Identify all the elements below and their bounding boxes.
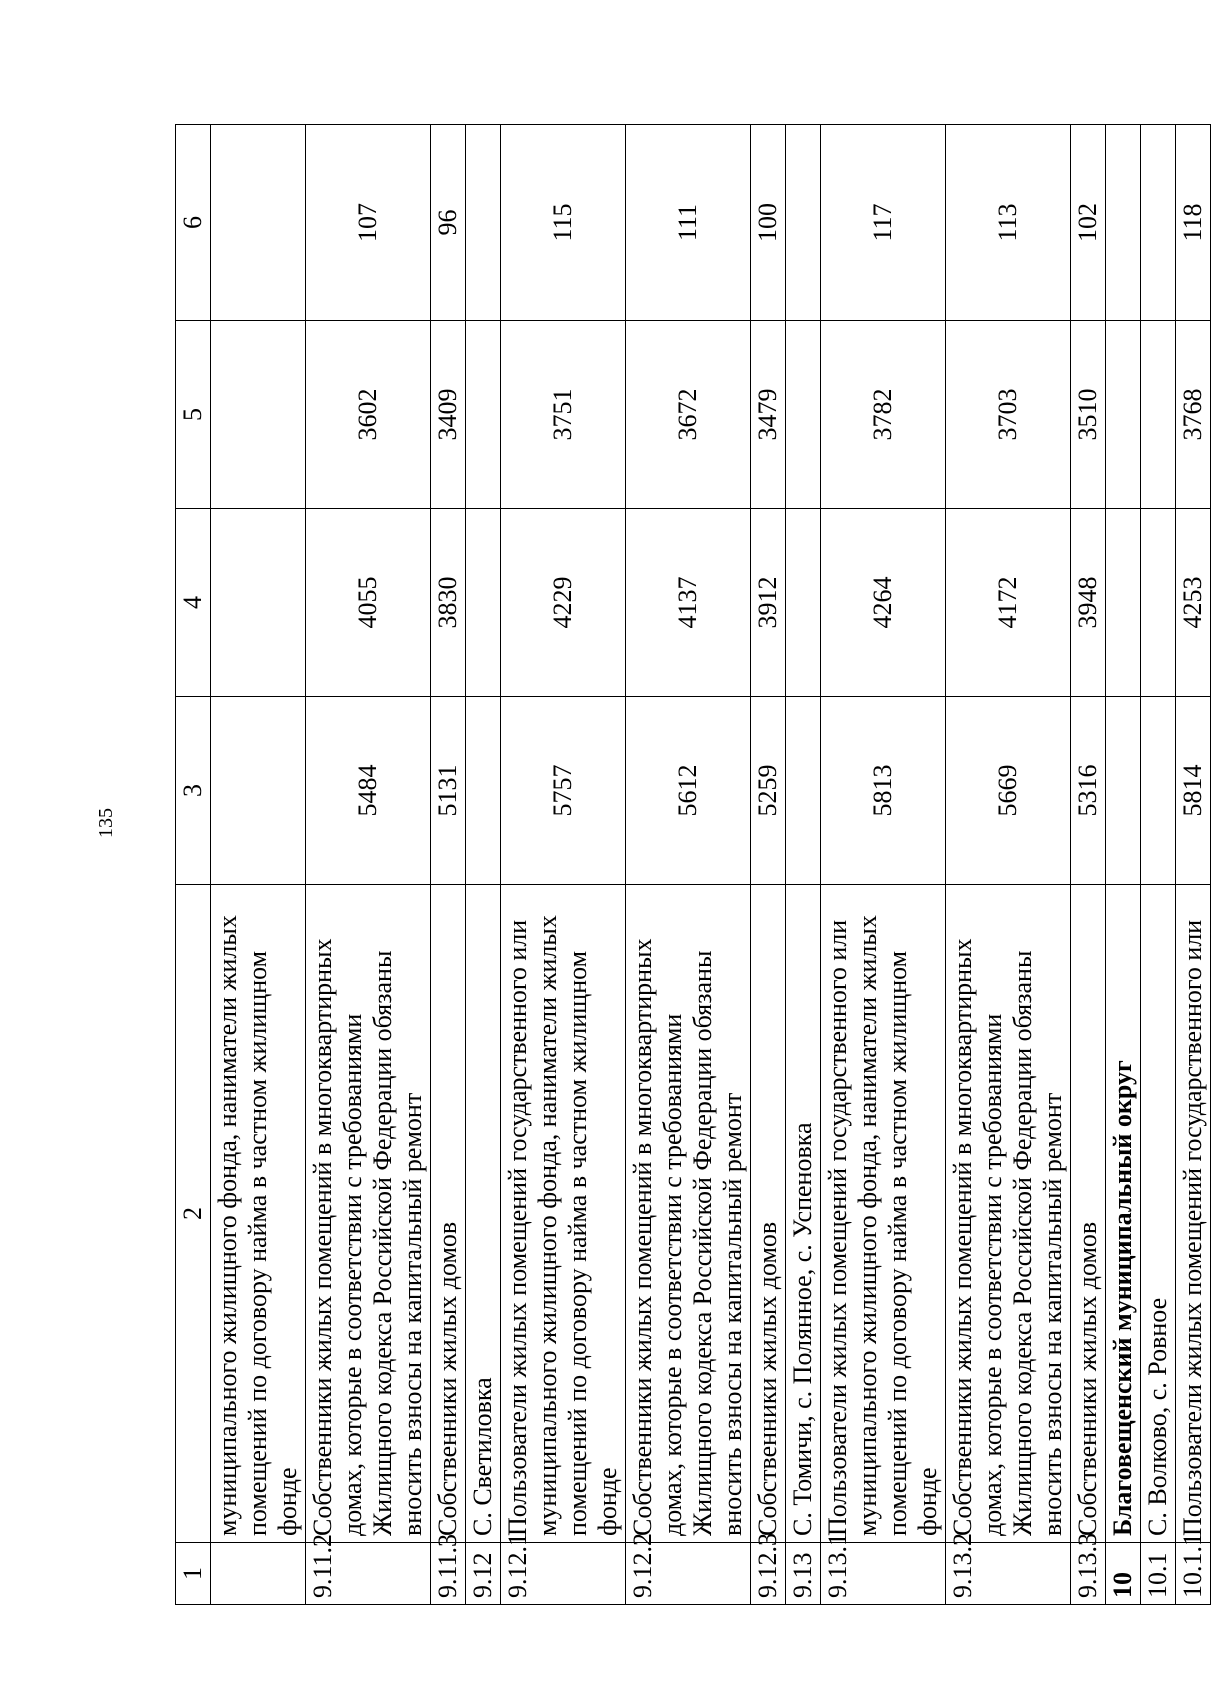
row-value-col6 xyxy=(786,125,821,321)
row-value-col6: 107 xyxy=(306,125,431,321)
row-description-cell: С. Светиловка xyxy=(466,885,501,1543)
row-value-col5: 3751 xyxy=(501,321,626,509)
row-value-col3 xyxy=(466,697,501,885)
row-description-cell: Собственники жилых помещений в многоквартирных домах, которые в соответствии с требованиями Жилищного кодекса Российской Федерации обязаны вносить взносы на капитальный ремонт xyxy=(306,885,431,1543)
row-value-col3: 5814 xyxy=(1176,697,1211,885)
header-cell-4: 4 xyxy=(176,509,211,697)
row-code-cell: 9.12 xyxy=(466,1543,501,1605)
table-row xyxy=(1176,125,1211,1605)
row-value-col3 xyxy=(211,697,306,885)
row-value-col3: 5259 xyxy=(751,697,786,885)
row-value-col4: 4137 xyxy=(626,509,751,697)
row-value-col4: 4264 xyxy=(821,509,946,697)
row-value-col5: 3602 xyxy=(306,321,431,509)
table-row xyxy=(1071,125,1106,1605)
row-value-col6: 118 xyxy=(1176,125,1211,321)
table-row xyxy=(751,125,786,1605)
header-cell-5: 5 xyxy=(176,321,211,509)
row-description-cell: Собственники жилых домов xyxy=(751,885,786,1543)
row-value-col4 xyxy=(786,509,821,697)
table-row xyxy=(626,125,751,1605)
row-value-col6: 102 xyxy=(1071,125,1106,321)
row-value-col5 xyxy=(1106,321,1141,509)
table-row xyxy=(431,125,466,1605)
row-code-cell: 10.1.1 xyxy=(1176,1543,1211,1605)
row-value-col4: 3830 xyxy=(431,509,466,697)
table-row xyxy=(821,125,946,1605)
header-row xyxy=(176,125,211,1605)
row-value-col6: 113 xyxy=(946,125,1071,321)
row-value-col6 xyxy=(1106,125,1141,321)
row-value-col4 xyxy=(466,509,501,697)
row-value-col3: 5612 xyxy=(626,697,751,885)
row-value-col6: 100 xyxy=(751,125,786,321)
row-description-cell: Пользователи жилых помещений государственного или муниципального жилищного фонда, наниматели жилых помещений по договору найма в частном жилищном фонде xyxy=(821,885,946,1543)
row-value-col3 xyxy=(786,697,821,885)
row-value-col4: 3948 xyxy=(1071,509,1106,697)
page-number: 135 xyxy=(95,808,117,838)
row-value-col5 xyxy=(1141,321,1176,509)
table-row xyxy=(946,125,1071,1605)
row-value-col4: 4172 xyxy=(946,509,1071,697)
header-cell-2: 2 xyxy=(176,885,211,1543)
row-code-cell: 9.11.2 xyxy=(306,1543,431,1605)
row-value-col5 xyxy=(211,321,306,509)
row-value-col4: 4253 xyxy=(1176,509,1211,697)
row-value-col5: 3510 xyxy=(1071,321,1106,509)
row-value-col3: 5316 xyxy=(1071,697,1106,885)
row-value-col3 xyxy=(1141,697,1176,885)
row-code-cell: 9.12.2 xyxy=(626,1543,751,1605)
row-value-col5 xyxy=(786,321,821,509)
row-description-cell: Пользователи жилых помещений государственного или муниципального жилищного фонда, наниматели жилых помещений по договору найма в частном жилищном фонде xyxy=(501,885,626,1543)
row-code-cell: 9.13 xyxy=(786,1543,821,1605)
row-value-col6 xyxy=(211,125,306,321)
row-description-cell: Собственники жилых домов xyxy=(431,885,466,1543)
row-value-col3: 5669 xyxy=(946,697,1071,885)
table-row xyxy=(1106,125,1141,1605)
row-value-col3 xyxy=(1106,697,1141,885)
row-value-col6: 96 xyxy=(431,125,466,321)
row-value-col5 xyxy=(466,321,501,509)
rotated-table-container xyxy=(175,125,1207,1605)
row-value-col4: 4229 xyxy=(501,509,626,697)
header-cell-3: 3 xyxy=(176,697,211,885)
row-value-col4 xyxy=(211,509,306,697)
header-cell-6: 6 xyxy=(176,125,211,321)
table-row xyxy=(786,125,821,1605)
row-value-col4: 4055 xyxy=(306,509,431,697)
row-code-cell: 9.12.1 xyxy=(501,1543,626,1605)
row-value-col5: 3479 xyxy=(751,321,786,509)
row-code-cell: 10.1 xyxy=(1141,1543,1176,1605)
row-description-cell: Пользователи жилых помещений государственного или xyxy=(1176,885,1211,1543)
row-code-cell: 9.12.3 xyxy=(751,1543,786,1605)
row-value-col4 xyxy=(1106,509,1141,697)
row-value-col5: 3409 xyxy=(431,321,466,509)
row-value-col5: 3703 xyxy=(946,321,1071,509)
row-value-col3: 5757 xyxy=(501,697,626,885)
row-value-col3: 5484 xyxy=(306,697,431,885)
row-value-col6: 111 xyxy=(626,125,751,321)
table-row xyxy=(1141,125,1176,1605)
row-code-cell: 9.13.3 xyxy=(1071,1543,1106,1605)
row-description-cell: муниципального жилищного фонда, наниматели жилых помещений по договору найма в частном жилищном фонде xyxy=(211,885,306,1543)
row-value-col4: 3912 xyxy=(751,509,786,697)
row-value-col3: 5813 xyxy=(821,697,946,885)
row-value-col6: 115 xyxy=(501,125,626,321)
row-code-cell: 9.11.3 xyxy=(431,1543,466,1605)
row-value-col5: 3672 xyxy=(626,321,751,509)
table-row xyxy=(211,125,306,1605)
row-value-col3: 5131 xyxy=(431,697,466,885)
row-code-cell: 9.13.1 xyxy=(821,1543,946,1605)
row-description-cell: С. Томичи, с. Полянное, с. Успеновка xyxy=(786,885,821,1543)
row-value-col6 xyxy=(1141,125,1176,321)
row-description-cell: Собственники жилых помещений в многоквартирных домах, которые в соответствии с требованиями Жилищного кодекса Российской Федерации обязаны вносить взносы на капитальный ремонт xyxy=(626,885,751,1543)
row-value-col6: 117 xyxy=(821,125,946,321)
row-value-col5: 3768 xyxy=(1176,321,1211,509)
header-cell-1: 1 xyxy=(176,1543,211,1605)
table-body xyxy=(176,125,1211,1605)
row-description-cell: С. Волково, с. Ровное xyxy=(1141,885,1176,1543)
row-description-cell: Благовещенский муниципальный округ xyxy=(1106,885,1141,1543)
row-value-col4 xyxy=(1141,509,1176,697)
tariff-table xyxy=(175,124,1211,1605)
table-row xyxy=(306,125,431,1605)
row-code-cell: 10 xyxy=(1106,1543,1141,1605)
row-code-cell: 9.13.2 xyxy=(946,1543,1071,1605)
row-code-cell xyxy=(211,1543,306,1605)
row-value-col5: 3782 xyxy=(821,321,946,509)
row-description-cell: Собственники жилых помещений в многоквартирных домах, которые в соответствии с требованиями Жилищного кодекса Российской Федерации обязаны вносить взносы на капитальный ремонт xyxy=(946,885,1071,1543)
row-description-cell: Собственники жилых домов xyxy=(1071,885,1106,1543)
row-value-col6 xyxy=(466,125,501,321)
table-row xyxy=(501,125,626,1605)
table-row xyxy=(466,125,501,1605)
